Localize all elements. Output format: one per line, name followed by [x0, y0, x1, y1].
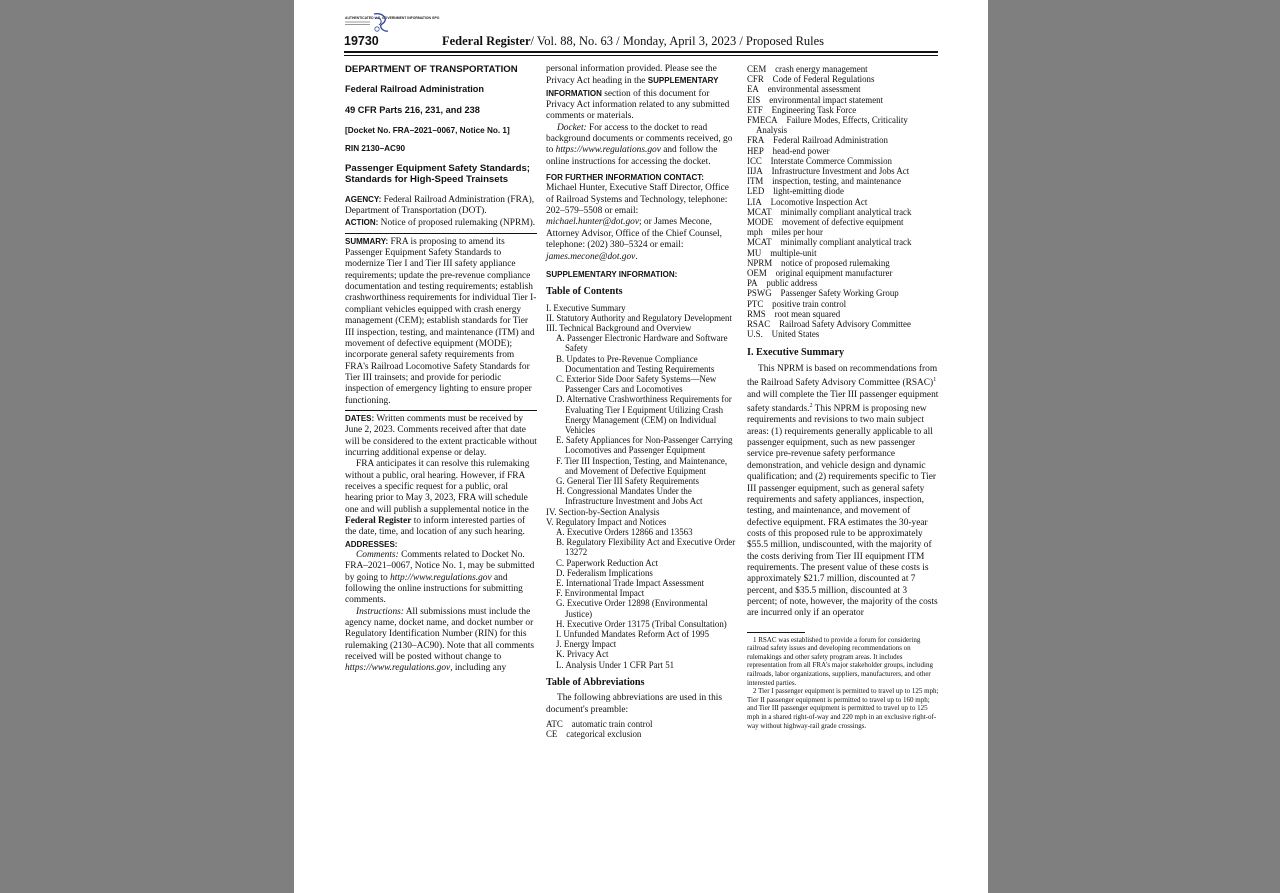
abbreviation-entry	[747, 74, 939, 84]
abbreviation-value: Failure Modes, Effects, Criticality Analysis	[756, 115, 908, 136]
journal-name: Federal Register	[442, 34, 531, 48]
abbreviation-key: MCAT	[747, 237, 772, 248]
abbreviation-entry	[747, 217, 939, 227]
abbreviation-entry	[747, 278, 939, 288]
toc-item: C. Paperwork Reduction Act	[556, 557, 659, 568]
abbreviation-key: LIA	[747, 196, 762, 207]
regulations-link[interactable]: https://www.regulations.gov	[555, 145, 661, 156]
abbreviation-key: IIJA	[747, 166, 763, 177]
rin: RIN 2130–AC90	[345, 144, 406, 154]
abbreviation-entry	[747, 309, 939, 319]
abbreviation-entry	[747, 237, 939, 247]
abbreviation-value: notice of proposed rulemaking	[781, 257, 890, 268]
abbreviation-entry	[546, 729, 736, 739]
abbreviation-key: MODE	[747, 217, 774, 228]
toc-item: C. Exterior Side Door Safety Systems—New Passenger Cars and Locomotives	[556, 373, 717, 395]
abbreviation-key: mph	[747, 227, 763, 238]
section-separator	[345, 233, 537, 234]
abbreviation-entry	[747, 95, 939, 105]
abbreviation-key: MU	[747, 247, 762, 258]
abbreviation-value: categorical exclusion	[566, 729, 642, 740]
abbreviation-value: crash energy management	[775, 64, 868, 74]
abbreviation-entry	[747, 197, 939, 207]
toc-item: I. Executive Summary	[546, 302, 626, 313]
abbreviation-value: minimally compliant analytical track	[780, 206, 912, 217]
cfr-parts: 49 CFR Parts 216, 231, and 238	[345, 104, 480, 115]
abbreviation-entry	[747, 186, 939, 196]
abbreviation-key: CE	[546, 729, 558, 740]
abbreviation-entry	[747, 227, 939, 237]
abbreviation-key: RSAC	[747, 319, 771, 330]
abbreviation-key: FRA	[747, 135, 765, 146]
footnotes	[747, 636, 939, 731]
section-separator	[345, 410, 537, 411]
abbreviation-list	[747, 64, 939, 339]
abbreviation-key: ICC	[747, 155, 762, 166]
addresses-label: ADDRESSES:	[345, 539, 398, 549]
issue-line: / Vol. 88, No. 63 / Monday, April 3, 2023 / Proposed Rules	[530, 34, 825, 48]
docket-number: [Docket No. FRA–2021–0067, Notice No. 1]	[345, 126, 510, 136]
abbreviation-key: NPRM	[747, 257, 773, 268]
abbreviation-key: ITM	[747, 176, 764, 187]
abbreviation-value: Passenger Safety Working Group	[780, 288, 899, 299]
footnote-rule	[747, 632, 805, 633]
toc-item: B. Updates to Pre-Revenue Compliance Documentation and Testing Requirements	[556, 353, 715, 374]
regulations-link[interactable]: http://www.regulations.gov	[390, 572, 492, 583]
footnote: 2 Tier I passenger equipment is permitted to travel up to 125 mph; Tier II passenger equipment is permitted to travel up to 160 mph; and Tier III passenger equipment is permitted to travel up to 125 mph in a shared right-of-way and 220 mph in an exclusive right-of-way without highway-rail grade crossings.	[747, 687, 939, 730]
toc-item: F. Environmental Impact	[556, 588, 645, 599]
header-rule-thin	[344, 55, 938, 56]
svg-text:AUTHENTICATED U.S. GOVERNMENT: AUTHENTICATED U.S. GOVERNMENT INFORMATION GPO	[345, 16, 440, 20]
abbreviation-key: OEM	[747, 268, 767, 279]
abbreviation-value: environmental assessment	[767, 84, 861, 95]
abbreviation-key: HEP	[747, 145, 764, 156]
abbreviation-entry	[747, 166, 939, 176]
regulations-link[interactable]: https://www.regulations.gov	[345, 663, 451, 674]
toc-item: III. Technical Background and Overview	[546, 322, 692, 333]
abbreviation-key: LED	[747, 186, 765, 197]
abbreviation-entry	[747, 319, 939, 329]
abbreviation-entry	[747, 146, 939, 156]
footnote: 1 RSAC was established to provide a forum for considering railroad safety issues and developing recommendations on rulemakings and other safety program areas. It includes representation from all FRA's major stakeholder groups, including railroads, labor organizations, suppliers, manufacturers, and other interested parties.	[747, 635, 933, 687]
email-link[interactable]: michael.hunter@dot.gov	[546, 217, 639, 228]
abbreviation-entry	[747, 207, 939, 217]
docket-paragraph: Docket: For access to the docket to read background documents or comments received, go to https://www.regulations.gov and follow the online instructions for accessing the docket.	[546, 122, 733, 167]
toc-item: II. Statutory Authority and Regulatory Development	[546, 312, 732, 323]
toc-item: E. International Trade Impact Assessment	[556, 578, 705, 589]
toc-item: IV. Section-by-Section Analysis	[546, 506, 660, 517]
abbreviation-entry	[747, 288, 939, 298]
hearing-paragraph: FRA anticipates it can resolve this rulemaking without a public, oral hearing. However, if FRA receives a specific request for a public, oral hearing prior to May 3, 2023, FRA will schedule one and will publish a supplemental notice in the Federal Register to inform interested parties of the date, time, and location of any such hearing.	[345, 459, 530, 538]
toc-item: L. Analysis Under 1 CFR Part 51	[556, 659, 675, 670]
abbreviation-value: minimally compliant analytical track	[780, 237, 912, 248]
abbreviation-value: Locomotive Inspection Act	[770, 196, 868, 207]
footnote-ref[interactable]: 1	[933, 377, 937, 384]
email-link[interactable]: james.mecone@dot.gov	[546, 251, 636, 262]
comments-paragraph: Comments: Comments related to Docket No. FRA–2021–0067, Notice No. 1, may be submitted by going to http://www.regulations.gov and following the online instructions for submitting comments.	[345, 550, 535, 606]
summary-paragraph: SUMMARY: FRA is proposing to amend its Passenger Equipment Safety Standards to modernize Tier I and Tier III safety appliance requirements; update the pre-revenue compliance documentation and testing requirements; establish crashworthiness requirements for individual Tier I-compliant vehicles equipped with crash energy management (CEM); establish standards for Tier III inspection, testing, and maintenance (ITM) and movement of defective equipment (MODE); incorporate general safety requirements from FRA's Railroad Locomotive Safety Standards for Tier III trainsets; and provide for periodic inspection of emergency lighting to ensure proper functioning.	[345, 236, 537, 406]
abbreviation-key: ATC	[546, 718, 563, 729]
gpo-authentication-logo	[344, 12, 440, 34]
column-2	[546, 64, 736, 739]
abbreviation-value: Interstate Commerce Commission	[770, 155, 892, 166]
abbreviation-key: MCAT	[747, 206, 772, 217]
abbreviation-key: PTC	[747, 298, 764, 309]
toc-item: I. Unfunded Mandates Reform Act of 1995	[556, 629, 710, 640]
abbreviation-value: miles per hour	[771, 227, 823, 238]
instructions-paragraph: Instructions: All submissions must include the agency name, docket name, and docket number or Regulatory Identification Number (RIN) for this rulemaking (2130–AC90). Note that all comments received will be posted without change to https://www.regulations.gov, including any	[345, 606, 535, 674]
privacy-paragraph: personal information provided. Please see the Privacy Act heading in the SUPPLEMENTARY INFORMATION section of this document for Privacy Act information related to any submitted comments or materials.	[546, 64, 730, 122]
column-3	[747, 64, 939, 730]
abbreviation-key: CEM	[747, 64, 767, 74]
abbreviation-entry	[747, 84, 939, 94]
toc-item: F. Tier III Inspection, Testing, and Maintenance, and Movement of Defective Equipment	[556, 455, 728, 476]
footnote-ref[interactable]: 2	[809, 402, 813, 409]
action-paragraph: ACTION: Notice of proposed rulemaking (NPRM).	[345, 218, 536, 229]
toc-item: G. Executive Order 12898 (Environmental Justice)	[556, 598, 708, 619]
header-title	[442, 34, 824, 49]
abbreviation-key: RMS	[747, 308, 766, 319]
toc-item: H. Executive Order 13175 (Tribal Consultation)	[556, 618, 727, 629]
page-number: 19730	[344, 34, 379, 48]
abbreviation-value: movement of defective equipment	[782, 217, 904, 228]
contact-paragraph: Michael Hunter, Executive Staff Director, Office of Railroad Systems and Technology, telephone: 202–579–5508 or email: michael.hunter@dot.gov; or James Mecone, Attorney Advisor, Office of the Chief Counsel, telephone: (202) 380–5324 or email: james.mecone@dot.gov.	[546, 183, 729, 262]
abbreviation-value: Infrastructure Investment and Jobs Act	[771, 166, 910, 177]
abbreviation-key: PA	[747, 278, 758, 289]
rule-title: Passenger Equipment Safety Standards; Standards for High-Speed Trainsets	[345, 162, 530, 185]
agency-paragraph: AGENCY: Federal Railroad Administration (FRA), Department of Transportation (DOT).	[345, 194, 535, 217]
abbreviation-key: ETF	[747, 104, 763, 115]
abbreviation-entry	[546, 719, 736, 729]
abbreviation-entry	[747, 176, 939, 186]
abbreviation-entry	[747, 156, 939, 166]
abbreviation-value: light-emitting diode	[773, 186, 844, 197]
toc-heading: Table of Contents	[546, 286, 623, 298]
abbreviation-entry	[747, 135, 939, 145]
abbreviation-value: United States	[771, 329, 820, 340]
abbreviation-value: multiple-unit	[770, 247, 817, 258]
toc-item: A. Executive Orders 12866 and 13563	[556, 527, 693, 537]
toc-item: D. Alternative Crashworthiness Requirements for Evaluating Tier I Equipment Utilizing Crash Energy Management (CEM) on Individual Vehicles	[556, 394, 732, 435]
agency-heading: DEPARTMENT OF TRANSPORTATION	[345, 64, 518, 75]
abbreviation-value: Engineering Task Force	[771, 104, 857, 115]
abbreviation-entry	[747, 64, 939, 74]
abbreviation-entry	[747, 299, 939, 309]
abbreviation-key: U.S.	[747, 329, 763, 340]
document-page	[294, 0, 988, 893]
abbr-heading: Table of Abbreviations	[546, 676, 645, 688]
abbreviation-value: head-end power	[772, 145, 830, 156]
toc-item: K. Privacy Act	[556, 649, 609, 660]
toc-item: G. General Tier III Safety Requirements	[556, 475, 699, 486]
abbreviation-value: Code of Federal Regulations	[772, 74, 875, 85]
toc-item: J. Energy Impact	[556, 639, 617, 650]
abbreviation-entry	[747, 258, 939, 268]
abbreviation-value: positive train control	[772, 298, 847, 309]
abbreviation-value: Railroad Safety Advisory Committee	[779, 319, 911, 330]
toc-item: A. Passenger Electronic Hardware and Software Safety	[556, 333, 728, 354]
abbreviation-value: environmental impact statement	[769, 94, 884, 105]
abbreviation-key: EA	[747, 84, 759, 95]
abbreviation-value: inspection, testing, and maintenance	[772, 176, 902, 187]
abbreviation-key: PSWG	[747, 288, 772, 299]
abbreviation-entry	[747, 329, 939, 339]
supplementary-label: SUPPLEMENTARY INFORMATION:	[546, 269, 678, 279]
abbreviation-entry	[747, 268, 939, 278]
dates-paragraph: DATES: Written comments must be received by June 2, 2023. Comments received after that date will be considered to the extent practicable without incurring additional expense or delay.	[345, 413, 537, 458]
abbreviation-entry	[747, 248, 939, 258]
subagency-heading: Federal Railroad Administration	[345, 84, 485, 95]
contact-label: FOR FURTHER INFORMATION CONTACT:	[546, 173, 704, 183]
toc-item: D. Federalism Implications	[556, 567, 653, 578]
exec-summary-heading: I. Executive Summary	[747, 347, 845, 359]
abbreviation-entry	[747, 115, 939, 135]
abbreviation-list	[546, 719, 736, 739]
exec-summary-paragraph: This NPRM is based on recommendations from the Railroad Safety Advisory Committee (RSAC)$^1$ and will complete the Tier III passenger equipment safety standards.$^2$ This NPRM is proposing new requirements and revisions to two main subject areas: (1) requirements generally applicable to all passenger equipment, such as new passenger service pre-revenue safety performance demonstration, and vehicle design and dynamic qualification; and (2) requirements specific to Tier III passenger equipment, such as general safety requirements and safety appliances, inspection, testing, and maintenance, and movement of defective equipment. FRA estimates the 30-year costs of this proposed rule to be approximately $55.5 million, undiscounted, with the majority of the costs deriving from Tier III equipment ITM requirements. The present value of these costs is approximately $21.7 million, discounted at 7 percent, and $35.5 million, discounted at 3 percent; of note, however, the majority of the costs are incurred only if an operator	[747, 363, 939, 619]
table-of-contents	[546, 303, 736, 670]
abbreviation-key: CFR	[747, 74, 764, 85]
abbreviation-value: Federal Railroad Administration	[773, 135, 888, 146]
column-1	[345, 64, 537, 675]
abbr-intro: The following abbreviations are used in this document's preamble:	[546, 693, 723, 715]
toc-item: V. Regulatory Impact and Notices	[546, 516, 667, 527]
toc-item: E. Safety Appliances for Non-Passenger Carrying Locomotives and Passenger Equipment	[556, 435, 733, 456]
abbreviation-value: automatic train control	[571, 718, 653, 729]
page-header	[344, 34, 938, 50]
header-rule	[344, 51, 938, 53]
toc-item: H. Congressional Mandates Under the Infrastructure Investment and Jobs Act	[556, 486, 703, 507]
abbreviation-value: original equipment manufacturer	[775, 268, 893, 279]
abbreviation-value: public address	[766, 278, 818, 289]
abbreviation-key: FMECA	[747, 115, 778, 126]
abbreviation-value: root mean squared	[774, 308, 841, 319]
abbreviation-key: EIS	[747, 94, 761, 105]
toc-item: B. Regulatory Flexibility Act and Executive Order 13272	[556, 537, 736, 558]
abbreviation-entry	[747, 105, 939, 115]
